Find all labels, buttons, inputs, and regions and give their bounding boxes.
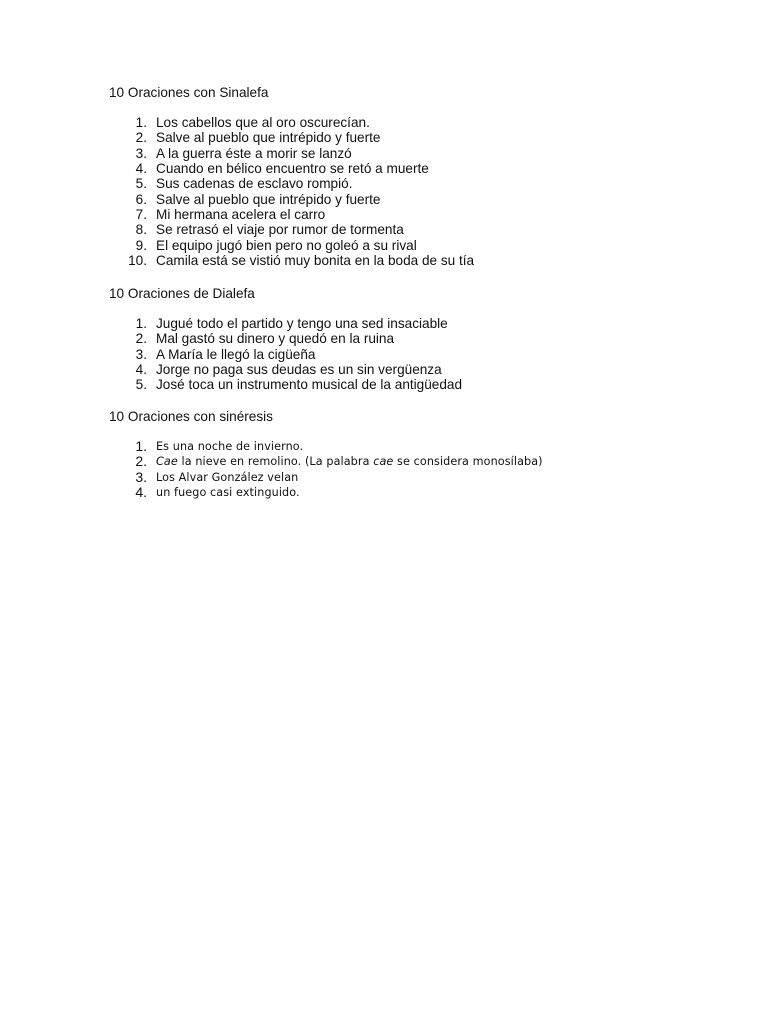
item-number: 1. [135,115,147,130]
item-text: Salve al pueblo que intrépido y fuerte [156,130,381,146]
item-number: 5. [135,176,147,192]
item-text: José toca un instrumento musical de la antigüedad [156,377,463,393]
item-number: 6. [135,191,147,207]
item-number: 4. [135,483,147,500]
item-number: 10. [128,253,147,269]
item-number: 2. [135,130,147,146]
italic-word: Cae [156,455,178,469]
item-number: 1. [135,438,147,454]
italic-word: cae [373,455,394,469]
item-text: Sus cadenas de esclavo rompió. [156,176,353,192]
section-title-sineresis: 10 Oraciones con sinéresis [109,409,273,424]
item-number: 3. [135,468,147,485]
item-number: 3. [135,346,147,362]
item-text: Mal gastó su dinero y quedó en la ruina [156,331,395,347]
item-number: 2. [135,331,147,347]
item-text [156,454,543,469]
item-text: Salve al pueblo que intrépido y fuerte [156,191,381,207]
section-title-dialefa: 10 Oraciones de Dialefa [109,286,255,301]
item-text: Mi hermana acelera el carro [156,207,326,223]
item-number: 5. [135,377,147,393]
item-text: Jorge no paga sus deudas es un sin vergüenza [156,362,442,378]
item-text: Los Alvar González velan [156,470,299,484]
text-run: se considera monosílaba) [393,455,543,469]
item-number: 4. [135,362,147,378]
item-number: 7. [135,207,147,223]
item-text: un fuego casi extinguido. [156,485,300,499]
item-number: 9. [135,237,147,253]
item-text: A María le llegó la cigüeña [156,346,316,362]
section-title-sinalefa: 10 Oraciones con Sinalefa [109,85,269,100]
item-number: 4. [135,161,147,177]
item-text: Es una noche de invierno. [156,440,304,453]
item-text: Los cabellos que al oro oscurecían. [156,115,370,130]
text-run: la nieve en remolino. (La palabra [177,455,374,469]
item-text: Jugué todo el partido y tengo una sed insaciable [156,316,448,331]
item-number: 3. [135,145,147,161]
item-text: El equipo jugó bien pero no goleó a su rival [156,237,417,253]
item-text: A la guerra éste a morir se lanzó [156,145,352,161]
item-text: Se retrasó el viaje por rumor de tormenta [156,222,404,238]
item-number: 1. [135,316,147,331]
item-number: 2. [135,453,147,470]
item-number: 8. [135,222,147,238]
item-text: Cuando en bélico encuentro se retó a muerte [156,161,429,177]
item-text: Camila está se vistió muy bonita en la boda de su tía [156,253,475,269]
